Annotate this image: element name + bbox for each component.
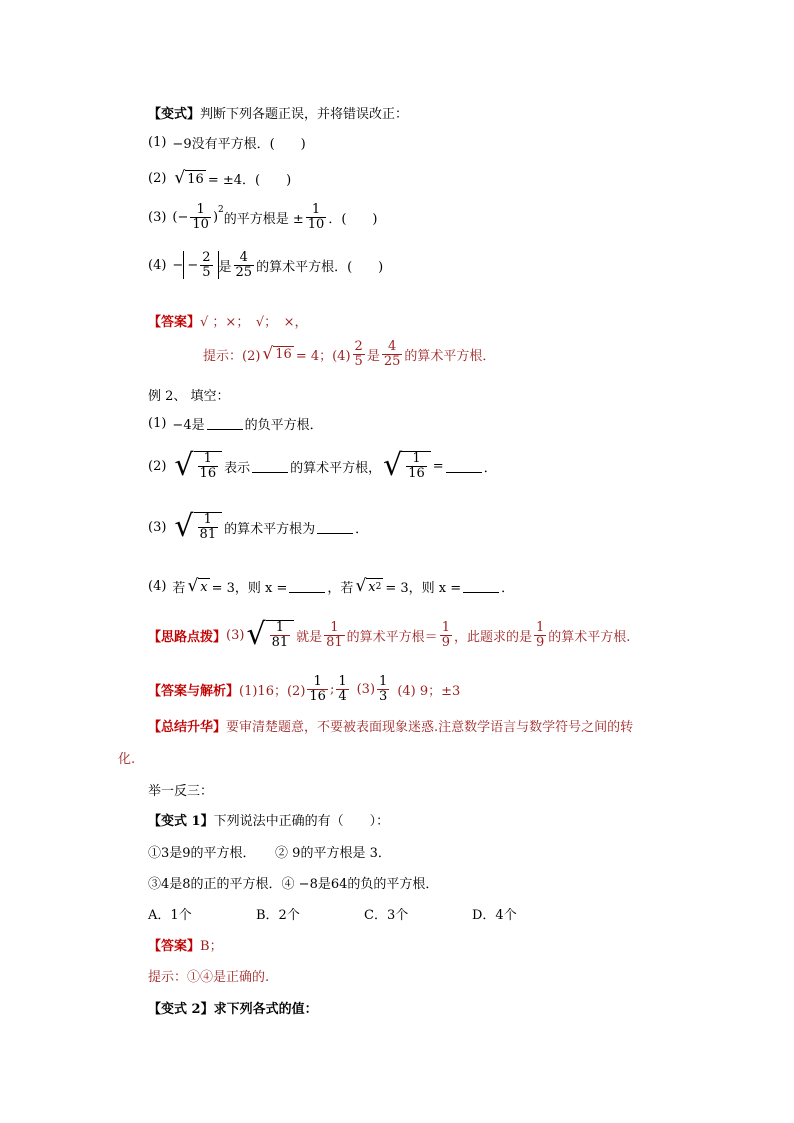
numerator: 1 [203, 512, 212, 528]
variant-tag: 【变式 2】 [148, 1002, 214, 1017]
thinking-text: 的算术平方根＝ [346, 629, 438, 645]
answer-blank [317, 521, 353, 534]
answer-blank [463, 580, 499, 593]
summary [148, 716, 633, 735]
denominator: 16 [309, 688, 326, 704]
variant-1-heading [148, 810, 389, 829]
variant-2-heading [148, 998, 318, 1017]
variant-text: 下列说法中正确的有（ ）： [213, 814, 390, 829]
denominator: 3 [379, 688, 388, 704]
answer-tag: 【答案与解析】 [148, 683, 240, 699]
answer-analysis [148, 675, 460, 703]
hint-text: 的算术平方根． [404, 348, 496, 364]
hint-text: 是 [366, 348, 380, 364]
fraction [324, 621, 345, 649]
denominator: 5 [354, 353, 363, 369]
fraction [198, 452, 219, 480]
radicand: 16 [187, 171, 204, 187]
item-text: 的负平方根． [244, 418, 323, 433]
radicand: x [200, 579, 208, 595]
denominator: 5 [202, 264, 211, 280]
fill-item-3 [148, 509, 369, 544]
variant-1-statement-1 [148, 842, 391, 861]
item-number: (2) [148, 171, 167, 186]
judge-item-3 [148, 203, 377, 231]
hint-text: = 4；(4) [295, 348, 351, 364]
item-text: 的算术平方根为 [224, 521, 316, 537]
judge-item-1 [148, 133, 306, 152]
numerator: 1 [338, 674, 347, 689]
numerator: 1 [311, 202, 321, 217]
statement-text: ③4是8的正的平方根．④ −8是64的负的平方根． [148, 877, 439, 892]
sqrt-expression: √ x 2 [355, 576, 382, 596]
paren-open: (− [172, 209, 189, 225]
variant-tag: 【变式】 [148, 107, 201, 122]
denominator: 16 [199, 466, 217, 481]
denominator: 9 [535, 634, 545, 650]
hint-3 [148, 966, 269, 985]
summary-continued [118, 748, 135, 767]
item-text: = 3，则 x = [385, 581, 462, 596]
radicand: 16 [275, 347, 292, 363]
hint-1 [203, 340, 495, 368]
item-text: ． [501, 581, 515, 596]
equals-sign: = [432, 458, 444, 474]
fraction [200, 251, 212, 279]
fraction [406, 452, 427, 480]
answer-tag: 【答案】 [148, 939, 201, 954]
numerator: 4 [387, 339, 397, 354]
item-text: ，若 [327, 581, 354, 596]
denominator: 4 [338, 688, 347, 704]
hint-text: 提示：①④是正确的. [148, 970, 270, 985]
numerator: 1 [441, 619, 450, 635]
item-text: = ±4．( ) [207, 173, 292, 188]
sqrt-expression: √ x [187, 576, 208, 596]
item-text: 的算术平方根， [290, 460, 382, 476]
fraction [440, 621, 452, 649]
fraction [190, 203, 211, 231]
answer-text: (3) [356, 681, 376, 697]
answer-blank [252, 460, 288, 473]
item-text: = 3，则 x = [211, 581, 288, 596]
item-number: (3) [148, 209, 167, 225]
numerator: 1 [330, 619, 339, 635]
answer-text: (1)16；(2) [239, 683, 306, 699]
thinking-text: ，此题求的是 [453, 629, 532, 645]
option-b[interactable]: B．2个 [256, 908, 300, 923]
fraction [198, 513, 219, 541]
section-title: 举一反三： [148, 784, 214, 799]
denominator: 81 [271, 635, 289, 650]
fraction [307, 675, 328, 703]
denominator: 10 [307, 216, 325, 232]
exponent: 2 [218, 205, 224, 215]
item-number: (2) [148, 458, 167, 474]
numerator: 4 [239, 250, 248, 265]
denominator: 9 [441, 634, 450, 650]
example-title: 例 2、 填空： [148, 389, 230, 404]
option-d[interactable]: D．4个 [472, 908, 517, 923]
numerator: 1 [196, 202, 205, 217]
answer-tag: 【答案】 [148, 315, 201, 330]
variant-1-statement-2 [148, 873, 438, 892]
judge-item-4 [148, 251, 383, 279]
variant-heading [148, 103, 408, 122]
answer-1 [148, 311, 308, 330]
item-text: ．( ) [328, 211, 378, 227]
paren-close: ) [212, 209, 219, 225]
item-number: (3) [148, 519, 167, 535]
numerator: 1 [203, 451, 212, 467]
item-number: (1) [148, 416, 167, 431]
numerator: 1 [535, 619, 545, 635]
answer-blank [289, 580, 325, 593]
item-number: (3) [226, 627, 245, 643]
answer-text: √ ；×； √； ×， [200, 315, 308, 330]
fill-item-1 [148, 414, 323, 433]
hint-label: 提示：(2) [203, 348, 261, 364]
thinking-text: 的算术平方根. [548, 629, 631, 645]
denominator: 25 [383, 353, 401, 369]
variant-text: 求下列各式的值： [213, 1002, 318, 1017]
item-text: −9没有平方根．( ) [172, 137, 306, 152]
thinking-tag: 【思路点拨】 [148, 629, 227, 645]
fraction [336, 675, 348, 703]
absolute-value [183, 251, 218, 279]
sqrt-expression: √ 16 [262, 343, 292, 364]
numerator: 1 [275, 620, 284, 636]
statement-text: ①3是9的平方根． ② 9的平方根是 3． [148, 846, 391, 861]
exponent: 2 [375, 582, 382, 592]
answer-body [239, 675, 460, 703]
practice-title [148, 780, 213, 799]
variant-1-options [148, 904, 552, 923]
item-text: ． [355, 521, 369, 537]
thinking-body [226, 617, 631, 652]
sqrt-expression: √ $\frac{1}{16}$ [174, 451, 222, 481]
answer-text: (4) 9；±3 [397, 683, 461, 699]
separator: ; [329, 681, 335, 697]
item-text: 的平方根是 ± [223, 211, 304, 227]
denominator: 81 [199, 527, 217, 542]
denominator: 25 [235, 264, 253, 280]
numerator: 2 [354, 339, 363, 354]
thinking-text: 就是 [296, 629, 323, 645]
fraction [306, 203, 327, 231]
summary-tag: 【总结升华】 [148, 720, 227, 735]
denominator: 16 [408, 466, 425, 481]
fill-item-2 [148, 448, 497, 483]
fill-item-4 [148, 577, 514, 596]
denominator: 10 [192, 216, 209, 232]
item-text: −4是 [172, 418, 205, 433]
judge-item-2 [148, 169, 291, 188]
fraction [353, 340, 365, 368]
fraction [270, 621, 291, 649]
numerator: 1 [379, 674, 388, 689]
answer-3 [148, 935, 223, 954]
item-number: (4) [148, 257, 167, 273]
sqrt-expression: √ 16 [174, 168, 204, 188]
numerator: 1 [313, 674, 322, 689]
item-text: 表示 [224, 460, 251, 476]
variant-tag: 【变式 1】 [148, 814, 214, 829]
fraction [377, 675, 389, 703]
example-2-title [148, 385, 230, 404]
sqrt-expression: √ $\frac{1}{81}$ [246, 620, 294, 650]
item-text: 是 [218, 259, 232, 275]
thinking-hint [148, 617, 631, 652]
numerator: 1 [412, 451, 421, 467]
numerator: 2 [202, 250, 211, 265]
option-c[interactable]: C．3个 [364, 908, 409, 923]
summary-text: 化. [118, 752, 136, 767]
minus-sign: − [172, 257, 184, 273]
fraction [234, 251, 255, 279]
denominator: 81 [326, 634, 343, 650]
answer-text: B； [200, 939, 223, 954]
radicand: x [368, 579, 376, 595]
item-text: ． [483, 460, 497, 476]
sqrt-expression: √ $\frac{1}{81}$ [174, 512, 222, 542]
item-text: 若 [172, 581, 186, 596]
option-a[interactable]: A．1个 [148, 908, 192, 923]
fraction [382, 340, 403, 368]
item-number: (1) [148, 135, 167, 150]
item-text: 的算术平方根．( ) [256, 259, 384, 275]
answer-blank [446, 460, 482, 473]
item-number: (4) [148, 579, 167, 594]
variant-text: 判断下列各题正误，并将错误改正： [200, 107, 409, 122]
summary-text: 要审清楚题意，不要被表面现象迷惑.注意数学语言与数学符号之间的转 [226, 720, 634, 735]
minus-sign: − [187, 257, 199, 273]
sqrt-expression: √ $\frac{1}{16}$ [383, 451, 431, 481]
answer-blank [207, 417, 243, 430]
fraction [534, 621, 546, 649]
